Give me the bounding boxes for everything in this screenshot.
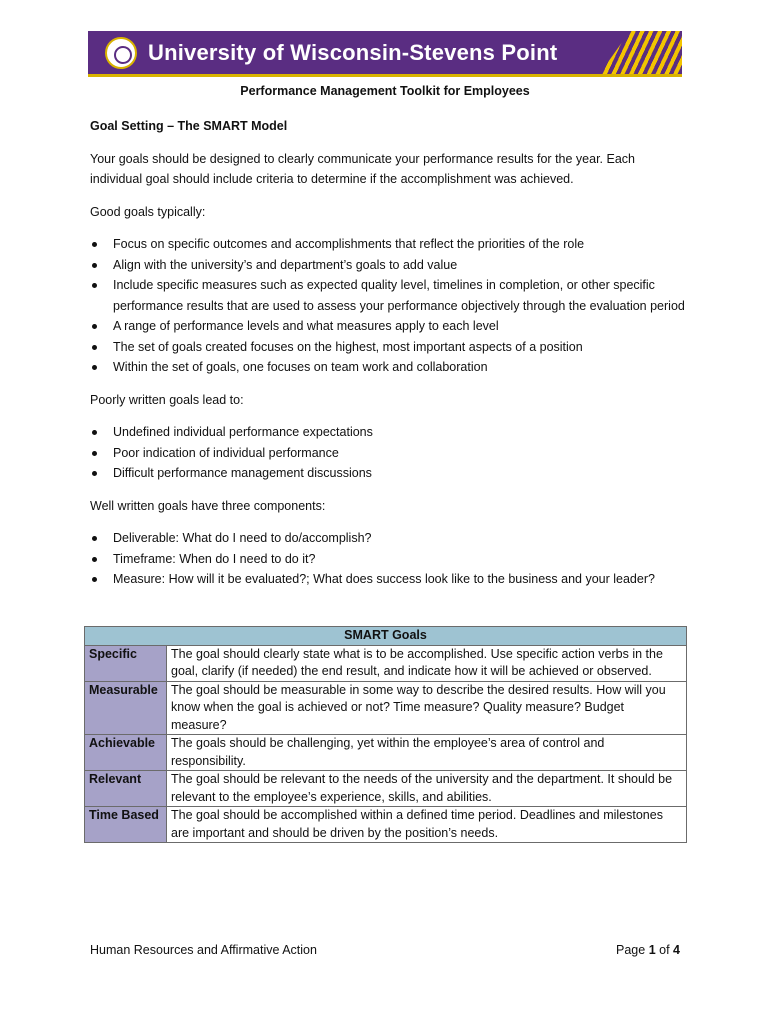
smart-term: Time Based	[85, 807, 167, 843]
university-banner	[88, 31, 682, 77]
components-label: Well written goals have three components:	[90, 498, 326, 513]
page-total: 4	[673, 943, 680, 957]
smart-description: The goal should be accomplished within a defined time period. Deadlines and milestones are important and should be driven by the position’s needs.	[167, 807, 687, 843]
footer-department: Human Resources and Affirmative Action	[90, 943, 317, 957]
page-number	[616, 943, 680, 957]
smart-term: Relevant	[85, 771, 167, 807]
section-heading: Goal Setting – The SMART Model	[90, 119, 288, 133]
smart-description: The goal should be relevant to the needs of the university and the department. It should be relevant to the employee’s experience, skills, and abilities.	[167, 771, 687, 807]
list-item: Align with the university’s and department’s goals to add value	[90, 255, 690, 276]
good-goals-label: Good goals typically:	[90, 204, 206, 219]
page-label: Page	[616, 943, 646, 957]
table-row	[85, 771, 687, 807]
table-header: SMART Goals	[85, 627, 687, 646]
smart-term: Measurable	[85, 681, 167, 735]
smart-term: Achievable	[85, 735, 167, 771]
list-item: Poor indication of individual performance	[90, 443, 690, 464]
table-row	[85, 645, 687, 681]
list-item: The set of goals created focuses on the highest, most important aspects of a position	[90, 337, 690, 358]
list-item: Include specific measures such as expected quality level, timelines in completion, or other specific performance results that are used to assess your performance objectively through the evaluation period	[90, 275, 690, 316]
page-current: 1	[648, 943, 656, 957]
university-seal-icon	[105, 37, 137, 69]
table-header-row	[85, 627, 687, 646]
poor-goals-list	[90, 422, 690, 484]
list-item: Deliverable: What do I need to do/accomplish?	[90, 528, 690, 549]
page-of: of	[659, 943, 670, 957]
list-item: Timeframe: When do I need to do it?	[90, 549, 690, 570]
list-item: A range of performance levels and what measures apply to each level	[90, 316, 690, 337]
table-row	[85, 735, 687, 771]
list-item: Undefined individual performance expectations	[90, 422, 690, 443]
table-row	[85, 807, 687, 843]
good-goals-list	[90, 234, 690, 378]
banner-stripe-decoration	[552, 31, 682, 77]
smart-description: The goals should be challenging, yet within the employee’s area of control and responsibility.	[167, 735, 687, 771]
list-item: Within the set of goals, one focuses on team work and collaboration	[90, 357, 690, 378]
smart-description: The goal should clearly state what is to be accomplished. Use specific action verbs in the goal, clarify (if needed) the end result, and indicate how it will be achieved or observed.	[167, 645, 687, 681]
banner-gold-bar	[88, 74, 682, 77]
list-item: Difficult performance management discussions	[90, 463, 690, 484]
list-item: Measure: How will it be evaluated?; What does success look like to the business and your leader?	[90, 569, 690, 590]
smart-description: The goal should be measurable in some way to describe the desired results. How will you know when the goal is achieved or not? Time measure? Quality measure? Budget measure?	[167, 681, 687, 735]
poor-goals-label: Poorly written goals lead to:	[90, 392, 244, 407]
banner-title: University of Wisconsin-Stevens Point	[148, 40, 558, 65]
smart-term: Specific	[85, 645, 167, 681]
smart-goals-table	[84, 626, 687, 843]
list-item: Focus on specific outcomes and accomplishments that reflect the priorities of the role	[90, 234, 690, 255]
document-title: Performance Management Toolkit for Employees	[240, 84, 530, 98]
intro-paragraph: Your goals should be designed to clearly communicate your performance results for the year. Each individual goal should include criteria to determine if the accomplishment was achieved.	[90, 151, 635, 186]
components-list	[90, 528, 690, 590]
table-row	[85, 681, 687, 735]
document-body	[90, 116, 690, 602]
